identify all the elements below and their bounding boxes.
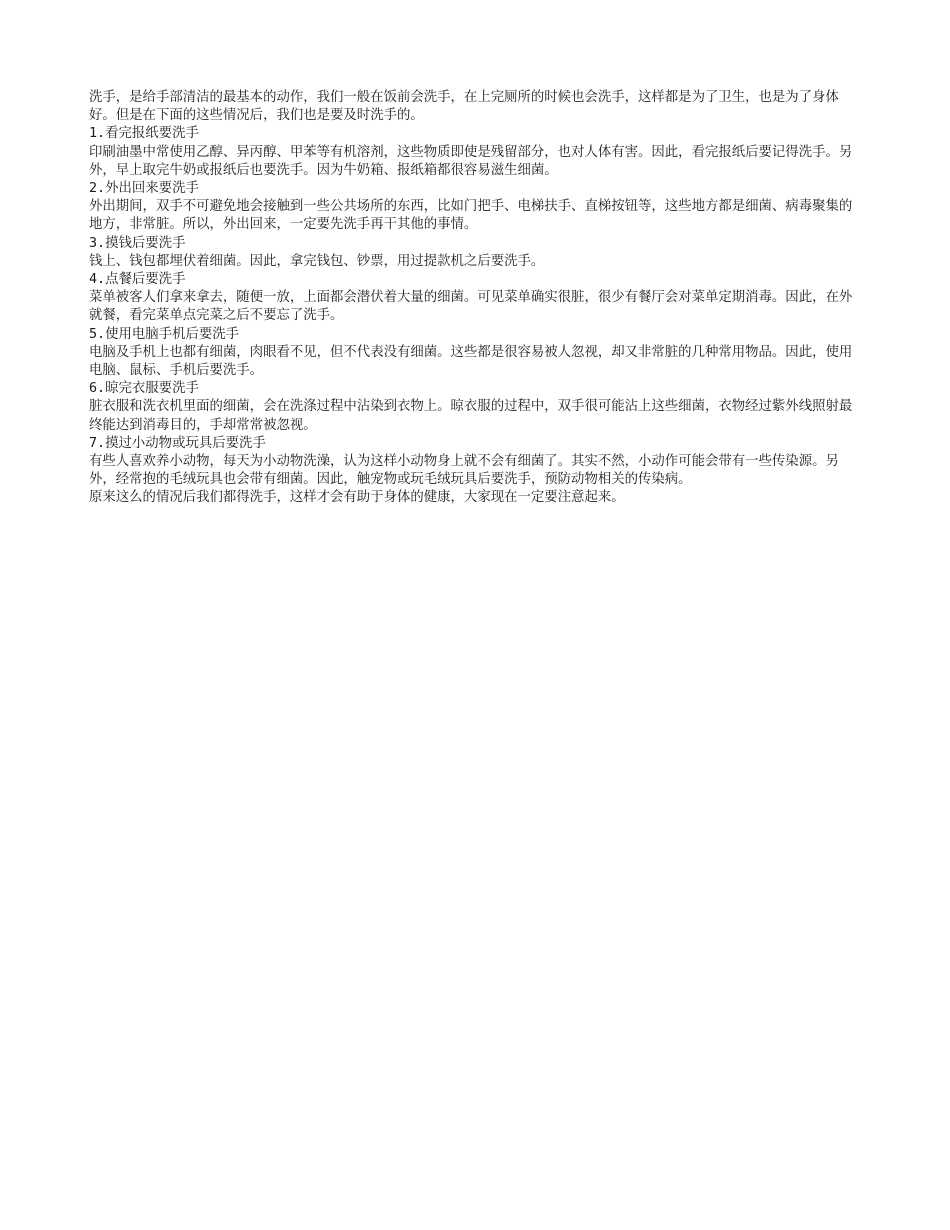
section-2-heading: 2.外出回来要洗手	[89, 181, 199, 197]
section-7-body: 有些人喜欢养小动物，每天为小动物洗澡，认为这样小动物身上就不会有细菌了。其实不然，小动作可能会带有一些传染源。另外，经常抱的毛绒玩具也会带有细菌。因此，触宠物或玩毛绒玩具后要洗手，预防动物相关的传染病。	[89, 454, 839, 488]
section-7-heading: 7.摸过小动物或玩具后要洗手	[89, 435, 266, 451]
conclusion-paragraph: 原来这么的情况后我们都得洗手，这样才会有助于身体的健康，大家现在一定要注意起来。	[89, 490, 625, 506]
section-5-heading: 5.使用电脑手机后要洗手	[89, 326, 240, 342]
section-4-heading: 4.点餐后要洗手	[89, 272, 186, 288]
section-1-body: 印刷油墨中常使用乙醇、异丙醇、甲苯等有机溶剂，这些物质即使是残留部分，也对人体有害。因此，看完报纸后要记得洗手。另外，早上取完牛奶或报纸后也要洗手。因为牛奶箱、报纸箱都很容易滋生细菌。	[89, 144, 853, 178]
section-6-heading: 6.晾完衣服要洗手	[89, 381, 199, 397]
document-body	[89, 89, 861, 508]
section-2-body: 外出期间，双手不可避免地会接触到一些公共场所的东西，比如门把手、电梯扶手、直梯按钮等，这些地方都是细菌、病毒聚集的地方，非常脏。所以，外出回来，一定要先洗手再干其他的事情。	[89, 199, 853, 233]
section-3-heading: 3.摸钱后要洗手	[89, 235, 186, 251]
intro-paragraph: 洗手，是给手部清洁的最基本的动作，我们一般在饭前会洗手，在上完厕所的时候也会洗手，这样都是为了卫生，也是为了身体好。但是在下面的这些情况后，我们也是要及时洗手的。	[89, 90, 839, 124]
section-6-body: 脏衣服和洗衣机里面的细菌，会在洗涤过程中沾染到衣物上。晾衣服的过程中，双手很可能沾上这些细菌，衣物经过紫外线照射最终能达到消毒目的，手却常常被忽视。	[89, 399, 853, 433]
section-5-body: 电脑及手机上也都有细菌，肉眼看不见，但不代表没有细菌。这些都是很容易被人忽视，却又非常脏的几种常用物品。因此，使用电脑、鼠标、手机后要洗手。	[89, 344, 853, 379]
section-3-body: 钱上、钱包都埋伏着细菌。因此，拿完钱包、钞票，用过提款机之后要洗手。	[89, 253, 545, 269]
section-1-heading: 1.看完报纸要洗手	[89, 126, 199, 142]
section-4-body: 菜单被客人们拿来拿去，随便一放，上面都会潜伏着大量的细菌。可见菜单确实很脏，很少有餐厅会对菜单定期消毒。因此，在外就餐，看完菜单点完菜之后不要忘了洗手。	[89, 290, 853, 324]
